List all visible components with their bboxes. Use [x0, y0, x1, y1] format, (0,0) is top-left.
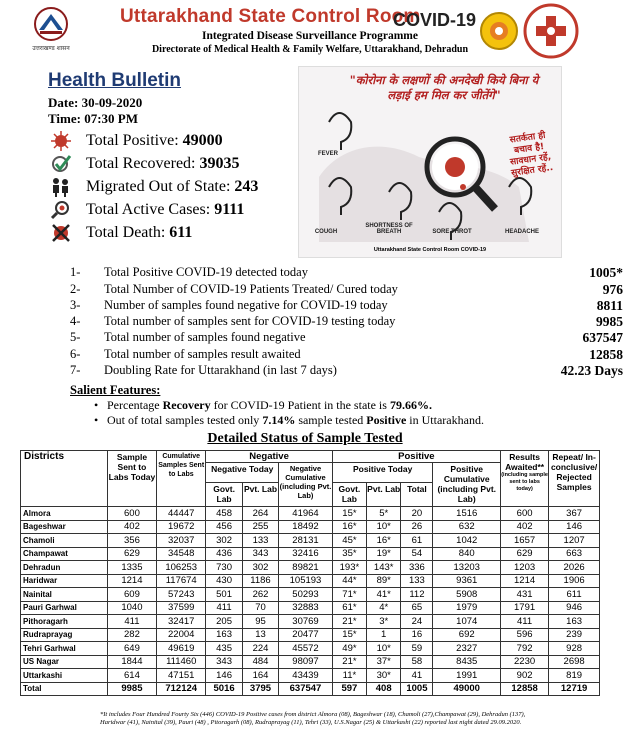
table-cell: 35* — [332, 547, 366, 561]
left-logo-caption: उत्तराखण्ड शासन — [32, 45, 70, 52]
table-cell: 164 — [242, 669, 278, 683]
table-cell: 1040 — [107, 601, 156, 615]
item-text: Total number of samples sent for COVID-19 testing today — [104, 314, 396, 328]
table-cell: 89821 — [279, 561, 333, 575]
district-cell: Rudraprayag — [21, 628, 108, 642]
table-row — [21, 547, 600, 561]
district-cell: Chamoli — [21, 534, 108, 548]
item-value: 637547 — [582, 330, 623, 345]
item-text: Total number of samples result awaited — [104, 347, 301, 361]
district-cell: Almora — [21, 507, 108, 521]
table-cell: 28131 — [279, 534, 333, 548]
stat-label: Total Active Cases: — [86, 201, 211, 218]
table-cell: 600 — [500, 507, 548, 521]
symptom-label: SHORTNESS OF BREATH — [365, 223, 413, 235]
table-cell: 614 — [107, 669, 156, 683]
table-cell: 435 — [206, 642, 242, 656]
table-cell: 9361 — [433, 574, 501, 588]
table-cell: 32416 — [279, 547, 333, 561]
table-cell: 5908 — [433, 588, 501, 602]
table-cell: 264 — [242, 507, 278, 521]
table-row — [21, 628, 600, 642]
table-cell: 367 — [549, 507, 600, 521]
table-cell: 61 — [401, 534, 433, 548]
covid-logo-text: COVID-19 — [393, 10, 477, 30]
salient-heading: Salient Features: — [70, 383, 161, 397]
table-cell: 50293 — [279, 588, 333, 602]
table-row — [21, 642, 600, 656]
table-cell: 11* — [332, 669, 366, 683]
table-cell: 193* — [332, 561, 366, 575]
item-text: Total Number of COVID-19 Patients Treated/ Cured today — [104, 282, 398, 296]
table-cell: 44447 — [157, 507, 206, 521]
stat-total-death — [48, 223, 192, 243]
table-cell: 2026 — [549, 561, 600, 575]
bulletin-heading: Health Bulletin — [48, 70, 182, 91]
table-cell: 133 — [401, 574, 433, 588]
table-cell: 597 — [332, 682, 366, 696]
table-cell: 13 — [242, 628, 278, 642]
district-cell: Total — [21, 682, 108, 696]
text-bold: Positive — [366, 413, 407, 427]
table-cell: 600 — [107, 507, 156, 521]
virus-icon — [48, 131, 74, 151]
table-cell: 117674 — [157, 574, 206, 588]
table-cell: 302 — [206, 534, 242, 548]
item-value: 12858 — [589, 347, 623, 362]
text-bold: Recovery — [162, 398, 211, 412]
table-cell: 611 — [549, 588, 600, 602]
table-cell: 9985 — [107, 682, 156, 696]
table-cell: 1516 — [433, 507, 501, 521]
table-cell: 302 — [242, 561, 278, 575]
table-cell: 54 — [401, 547, 433, 561]
table-cell: 45572 — [279, 642, 333, 656]
item-value: 8811 — [596, 298, 623, 313]
table-cell: 1 — [367, 628, 401, 642]
district-cell: Tehri Garhwal — [21, 642, 108, 656]
table-cell: 47151 — [157, 669, 206, 683]
item-number: 6- — [70, 347, 81, 361]
table-cell: 2698 — [549, 655, 600, 669]
table-cell: 224 — [242, 642, 278, 656]
recovered-check-icon — [48, 154, 74, 174]
table-cell: 43439 — [279, 669, 333, 683]
district-cell: Pauri Garhwal — [21, 601, 108, 615]
text: Out of total samples tested only — [107, 413, 263, 427]
table-cell: 16* — [332, 520, 366, 534]
table-cell: 484 — [242, 655, 278, 669]
stat-total-positive — [48, 131, 223, 151]
table-cell: 163 — [549, 615, 600, 629]
table-cell: 609 — [107, 588, 156, 602]
table-cell: 58 — [401, 655, 433, 669]
table-cell: 343 — [242, 547, 278, 561]
poster-side-text: सतर्कता ही बचाव है! सावधान रहें, सुरक्षित रहें.. — [509, 130, 554, 179]
table-cell: 456 — [206, 520, 242, 534]
people-migrate-icon — [48, 177, 74, 197]
table-cell: 106253 — [157, 561, 206, 575]
table-cell: 343 — [206, 655, 242, 669]
table-cell: 49619 — [157, 642, 206, 656]
stat-active-cases — [48, 200, 244, 220]
table-row — [21, 507, 600, 521]
item-number: 7- — [70, 363, 81, 377]
bulletin-time: Time: 07:30 PM — [48, 111, 139, 126]
text: for COVID-19 Patient in the state is — [210, 398, 390, 412]
col-cumulative-samples: Cumulative Samples Sent to Labs — [157, 451, 206, 507]
table-cell: 34548 — [157, 547, 206, 561]
table-cell: 1844 — [107, 655, 156, 669]
table-cell: 1214 — [500, 574, 548, 588]
table-cell: 105193 — [279, 574, 333, 588]
symptom-label: COUGH — [314, 229, 338, 235]
district-cell: Champawat — [21, 547, 108, 561]
table-cell: 15* — [332, 628, 366, 642]
table-cell: 1207 — [549, 534, 600, 548]
item-value: 1005* — [589, 265, 623, 280]
stat-value: 243 — [234, 178, 259, 195]
col-neg-govt: Govt. Lab — [206, 483, 242, 507]
table-cell: 402 — [107, 520, 156, 534]
table-cell: 1042 — [433, 534, 501, 548]
table-cell: 4* — [367, 601, 401, 615]
item-text: Number of samples found negative for COVID-19 today — [104, 298, 388, 312]
col-negative-cumulative: Negative Cumulative (including Pvt. Lab) — [279, 463, 333, 507]
directorate-line: Directorate of Medical Health & Family Welfare, Uttarakhand, Dehradun — [151, 44, 469, 55]
table-cell: 45* — [332, 534, 366, 548]
table-cell: 1991 — [433, 669, 501, 683]
table-cell: 111460 — [157, 655, 206, 669]
table-cell: 20477 — [279, 628, 333, 642]
total-row — [21, 682, 600, 696]
table-cell: 2327 — [433, 642, 501, 656]
col-neg-pvt: Pvt. Lab — [242, 483, 278, 507]
programme-subtitle: Integrated Disease Surveillance Programme — [201, 30, 418, 42]
poster-headline: "कोरोना के लक्षणों की अनदेखी किये बिना ये लड़ाई हम मिल कर जीतेंगे" — [349, 73, 539, 102]
table-cell: 411 — [107, 615, 156, 629]
table-cell: 1979 — [433, 601, 501, 615]
table-cell: 143* — [367, 561, 401, 575]
magnifier-virus-icon — [48, 200, 74, 220]
death-cross-icon — [48, 223, 74, 243]
table-cell: 32883 — [279, 601, 333, 615]
table-cell: 163 — [206, 628, 242, 642]
table-cell: 65 — [401, 601, 433, 615]
results-awaited-note: (including sample sent to labs today) — [501, 472, 548, 492]
text: Percentage — [107, 398, 163, 412]
table-cell: 32037 — [157, 534, 206, 548]
table-cell: 430 — [206, 574, 242, 588]
district-cell: Pithoragarh — [21, 615, 108, 629]
table-cell: 133 — [242, 534, 278, 548]
table-cell: 89* — [367, 574, 401, 588]
table-cell: 1074 — [433, 615, 501, 629]
item-number: 1- — [70, 265, 81, 279]
header — [0, 0, 610, 62]
district-cell: Dehradun — [21, 561, 108, 575]
table-row — [21, 669, 600, 683]
table-cell: 262 — [242, 588, 278, 602]
table-cell: 431 — [500, 588, 548, 602]
table-cell: 37599 — [157, 601, 206, 615]
table-cell: 411 — [500, 615, 548, 629]
table-cell: 692 — [433, 628, 501, 642]
table-cell: 16* — [367, 534, 401, 548]
poster-footer: Uttarakhand State Control Room COVID-19 — [373, 247, 487, 253]
table-cell: 356 — [107, 534, 156, 548]
table-cell: 1657 — [500, 534, 548, 548]
table-cell: 37* — [367, 655, 401, 669]
item-number: 4- — [70, 314, 81, 328]
salient-positivity — [107, 413, 484, 428]
table-cell: 21* — [332, 655, 366, 669]
positivity-percent: 7.14% — [262, 413, 296, 427]
table-row — [21, 534, 600, 548]
col-sample-today: Sample Sent to Labs Today — [107, 451, 156, 507]
stat-migrated — [48, 177, 258, 197]
symptom-label: FEVER — [317, 151, 338, 157]
table-cell: 1214 — [107, 574, 156, 588]
text: sample tested — [295, 413, 367, 427]
col-positive-cumulative: Positive Cumulative (including Pvt. Lab) — [433, 463, 501, 507]
table-cell: 32417 — [157, 615, 206, 629]
table-cell: 596 — [500, 628, 548, 642]
table-cell: 336 — [401, 561, 433, 575]
table-cell: 146 — [549, 520, 600, 534]
table-row — [21, 520, 600, 534]
table-cell: 49* — [332, 642, 366, 656]
table-body — [21, 507, 600, 696]
table-cell: 44* — [332, 574, 366, 588]
table-cell: 632 — [433, 520, 501, 534]
nhm-logo — [520, 2, 582, 60]
table-cell: 282 — [107, 628, 156, 642]
table-cell: 3795 — [242, 682, 278, 696]
table-cell: 22004 — [157, 628, 206, 642]
col-results-awaited — [500, 451, 548, 507]
item-number: 5- — [70, 330, 81, 344]
table-cell: 712124 — [157, 682, 206, 696]
table-cell: 411 — [206, 601, 242, 615]
table-cell: 10* — [367, 520, 401, 534]
col-pos-govt: Govt. Lab — [332, 483, 366, 507]
table-cell: 1791 — [500, 601, 548, 615]
table-cell: 458 — [206, 507, 242, 521]
table-cell: 239 — [549, 628, 600, 642]
table-cell: 61* — [332, 601, 366, 615]
table-cell: 819 — [549, 669, 600, 683]
table-cell: 71* — [332, 588, 366, 602]
symptom-label: SORE THROT — [432, 229, 472, 235]
col-pos-pvt: Pvt. Lab — [367, 483, 401, 507]
table-cell: 30* — [367, 669, 401, 683]
district-cell: Haridwar — [21, 574, 108, 588]
item-text: Total Positive COVID-19 detected today — [104, 265, 308, 279]
table-cell: 24 — [401, 615, 433, 629]
table-cell: 928 — [549, 642, 600, 656]
table-cell: 1335 — [107, 561, 156, 575]
footnote: *It includes Four Hundred Fourty Six (446) COVID-19 Positive cases from district Almora (08), Bageshwar (18), Chamoli (27),Champawat (29), Dehradun (137), Haridwar (41), Nainital (39), Pauri (48) , Pitoragarh (08), Rudraprayag (11), Tehri (33), U.S.Nagar (25) & Uttarkashi (22) reported last night dated 29.09.2020. — [100, 711, 526, 726]
table-cell: 946 — [549, 601, 600, 615]
district-cell: Uttarkashi — [21, 669, 108, 683]
col-negative-today: Negative Today — [206, 463, 279, 483]
table-cell: 649 — [107, 642, 156, 656]
table-cell: 26 — [401, 520, 433, 534]
page-title: Uttarakhand State Control Room — [120, 6, 421, 27]
stat-total-recovered — [48, 154, 240, 174]
district-cell: Bageshwar — [21, 520, 108, 534]
covid-logo — [393, 10, 476, 31]
col-pos-total: Total — [401, 483, 433, 507]
emblem-logo — [480, 12, 518, 50]
uttarakhand-govt-logo — [22, 4, 80, 54]
table-cell: 1203 — [500, 561, 548, 575]
sample-status-table — [20, 450, 600, 696]
table-cell: 18492 — [279, 520, 333, 534]
table-cell: 12719 — [549, 682, 600, 696]
table-cell: 730 — [206, 561, 242, 575]
item-text: Total number of samples found negative — [104, 330, 306, 344]
table-cell: 436 — [206, 547, 242, 561]
col-negative: Negative — [206, 451, 332, 463]
results-awaited-label: Results Awaited** — [505, 452, 545, 472]
item-number: 2- — [70, 282, 81, 296]
table-cell: 98097 — [279, 655, 333, 669]
table-cell: 57243 — [157, 588, 206, 602]
table-cell: 902 — [500, 669, 548, 683]
table-cell: 70 — [242, 601, 278, 615]
table-cell: 255 — [242, 520, 278, 534]
table-cell: 112 — [401, 588, 433, 602]
table-cell: 3* — [367, 615, 401, 629]
stat-label: Total Recovered: — [86, 155, 196, 172]
table-cell: 10* — [367, 642, 401, 656]
table-cell: 5016 — [206, 682, 242, 696]
stat-label: Total Positive: — [86, 132, 179, 149]
col-positive-today: Positive Today — [332, 463, 433, 483]
table-cell: 30769 — [279, 615, 333, 629]
table-cell: 5* — [367, 507, 401, 521]
table-cell: 840 — [433, 547, 501, 561]
table-cell: 19* — [367, 547, 401, 561]
table-cell: 402 — [500, 520, 548, 534]
table-cell: 792 — [500, 642, 548, 656]
table-cell: 95 — [242, 615, 278, 629]
district-cell: US Nagar — [21, 655, 108, 669]
table-cell: 1186 — [242, 574, 278, 588]
table-cell: 13203 — [433, 561, 501, 575]
table-cell: 16 — [401, 628, 433, 642]
table-row — [21, 655, 600, 669]
stat-label: Total Death: — [86, 224, 166, 241]
table-cell: 1005 — [401, 682, 433, 696]
table-cell: 629 — [107, 547, 156, 561]
table-cell: 629 — [500, 547, 548, 561]
table-title: Detailed Status of Sample Tested — [207, 431, 403, 446]
item-value: 976 — [602, 282, 623, 297]
stat-value: 611 — [169, 224, 193, 241]
col-positive: Positive — [332, 451, 500, 463]
table-cell: 20 — [401, 507, 433, 521]
table-cell: 2230 — [500, 655, 548, 669]
district-cell: Nainital — [21, 588, 108, 602]
table-cell: 41 — [401, 669, 433, 683]
col-repeat-rejected: Repeat/ In-conclusive/ Rejected Samples — [549, 451, 600, 507]
table-cell: 205 — [206, 615, 242, 629]
table-cell: 19672 — [157, 520, 206, 534]
stat-value: 9111 — [214, 201, 245, 218]
table-row — [21, 561, 600, 575]
table-cell: 146 — [206, 669, 242, 683]
table-cell: 501 — [206, 588, 242, 602]
stat-label: Migrated Out of State: — [86, 178, 231, 195]
salient-recovery — [107, 398, 432, 413]
table-cell: 8435 — [433, 655, 501, 669]
table-row — [21, 615, 600, 629]
col-districts: Districts — [21, 451, 108, 507]
item-value: 9985 — [596, 314, 623, 329]
item-text: Doubling Rate for Uttarakhand (in last 7 days) — [104, 363, 337, 377]
table-cell: 49000 — [433, 682, 501, 696]
recovery-percent: 79.66%. — [389, 398, 432, 412]
table-cell: 1906 — [549, 574, 600, 588]
table-cell: 408 — [367, 682, 401, 696]
item-number: 3- — [70, 298, 81, 312]
item-value: 42.23 Days — [560, 363, 623, 378]
stat-value: 49000 — [182, 132, 223, 149]
table-cell: 663 — [549, 547, 600, 561]
table-cell: 41964 — [279, 507, 333, 521]
symptom-label: HEADACHE — [504, 229, 539, 235]
table-cell: 15* — [332, 507, 366, 521]
bulletin-date: Date: 30-09-2020 — [48, 95, 143, 110]
stat-value: 39035 — [199, 155, 240, 172]
table-cell: 21* — [332, 615, 366, 629]
table-row — [21, 588, 600, 602]
table-row — [21, 574, 600, 588]
symptoms-poster — [298, 66, 562, 258]
table-cell: 59 — [401, 642, 433, 656]
table-cell: 637547 — [279, 682, 333, 696]
table-cell: 12858 — [500, 682, 548, 696]
table-cell: 41* — [367, 588, 401, 602]
text: in Uttarakhand. — [406, 413, 484, 427]
table-row — [21, 601, 600, 615]
